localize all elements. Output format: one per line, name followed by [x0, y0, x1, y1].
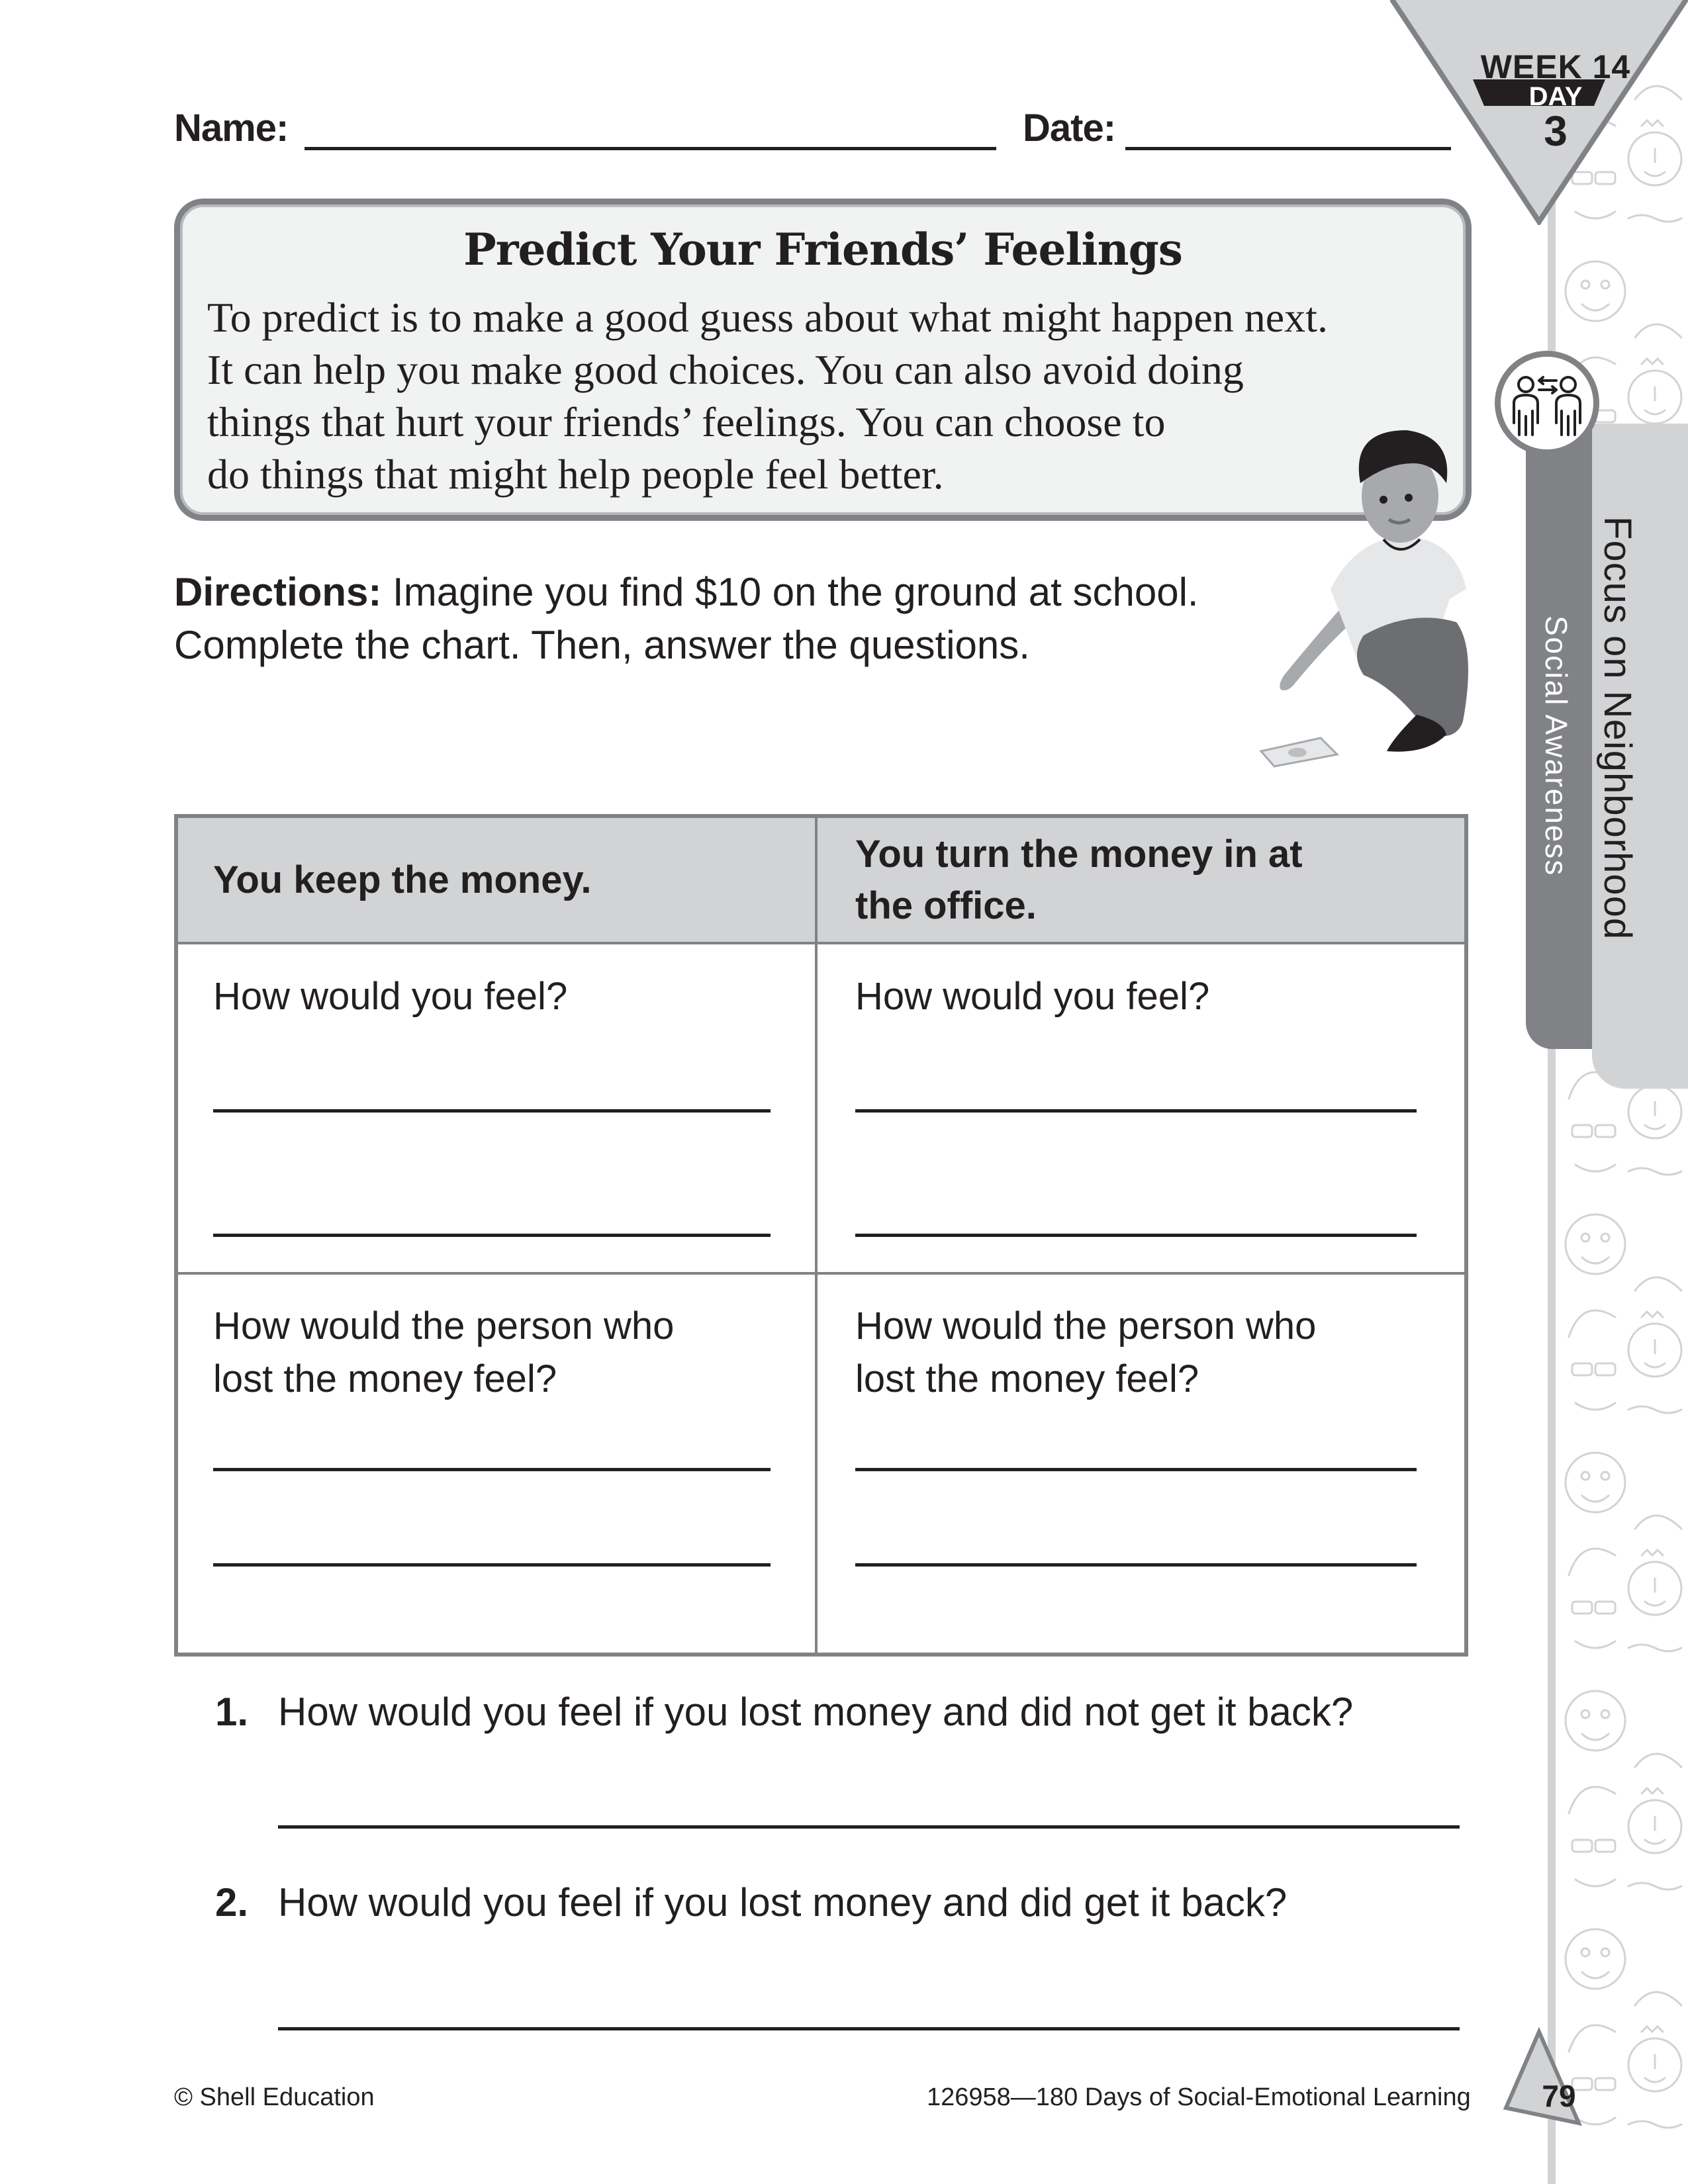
day-number: 3: [1544, 107, 1568, 155]
column-header-turn-in-line2: the office.: [855, 884, 1037, 927]
chart-column-divider: [815, 818, 818, 1653]
cell-prompt: How would you feel?: [213, 975, 568, 1018]
footer-book-title: 126958—180 Days of Social-Emotional Learning: [927, 2083, 1471, 2111]
directions-line-2: Complete the chart. Then, answer the questions.: [174, 623, 1030, 667]
cell-prompt-line2: lost the money feel?: [855, 1357, 1199, 1400]
cell-prompt: How would the person who: [855, 1304, 1317, 1347]
answer-line[interactable]: [213, 1468, 771, 1471]
chart-header-divider: [178, 942, 1464, 944]
directions-text: Imagine you find $10 on the ground at school.: [381, 570, 1199, 614]
category-title: Focus on Neighborhood: [1596, 516, 1639, 940]
answer-line[interactable]: [855, 1109, 1417, 1113]
name-label: Name:: [174, 107, 289, 150]
category-subtitle: Social Awareness: [1539, 615, 1573, 877]
boy-picking-up-money-illustration: [1231, 424, 1470, 768]
answer-line[interactable]: [855, 1468, 1417, 1471]
footer-publisher: © Shell Education: [174, 2083, 375, 2111]
question-answer-line[interactable]: [278, 2027, 1460, 2030]
intro-text-line: It can help you make good choices. You can also avoid doing: [207, 346, 1244, 393]
question-number: 1.: [215, 1690, 249, 1734]
column-header-keep: You keep the money.: [213, 858, 592, 901]
page-number: 79: [1542, 2079, 1576, 2113]
question-text: How would you feel if you lost money and did get it back?: [278, 1880, 1288, 1925]
day-label: DAY: [1528, 82, 1583, 111]
cell-prompt: How would you feel?: [855, 975, 1210, 1018]
directions-label: Directions:: [174, 570, 382, 614]
cell-prompt: How would the person who: [213, 1304, 675, 1347]
chart-row-divider: [178, 1272, 1464, 1275]
intro-title: Predict Your Friends’ Feelings: [463, 224, 1182, 275]
week-label: WEEK 14: [1480, 48, 1631, 85]
intro-text-line: things that hurt your friends’ feelings. You can choose to: [207, 398, 1166, 445]
date-label: Date:: [1023, 107, 1116, 150]
answer-line[interactable]: [855, 1563, 1417, 1567]
answer-line[interactable]: [213, 1234, 771, 1237]
question-text: How would you feel if you lost money and did not get it back?: [278, 1690, 1354, 1734]
intro-text-line: do things that might help people feel better.: [207, 451, 944, 498]
answer-line[interactable]: [855, 1234, 1417, 1237]
directions-line-1: [174, 569, 1199, 615]
cell-prompt-line2: lost the money feel?: [213, 1357, 557, 1400]
question-number: 2.: [215, 1880, 249, 1925]
answer-line[interactable]: [213, 1109, 771, 1113]
intro-text-line: To predict is to make a good guess about what might happen next.: [207, 294, 1328, 341]
date-field[interactable]: [1125, 147, 1451, 150]
people-exchange-icon: [1495, 351, 1599, 455]
column-header-turn-in: You turn the money in at: [855, 833, 1303, 876]
name-field[interactable]: [305, 147, 996, 150]
question-answer-line[interactable]: [278, 1825, 1460, 1829]
answer-line[interactable]: [213, 1563, 771, 1567]
faces-pattern-icon: [1556, 0, 1688, 2184]
